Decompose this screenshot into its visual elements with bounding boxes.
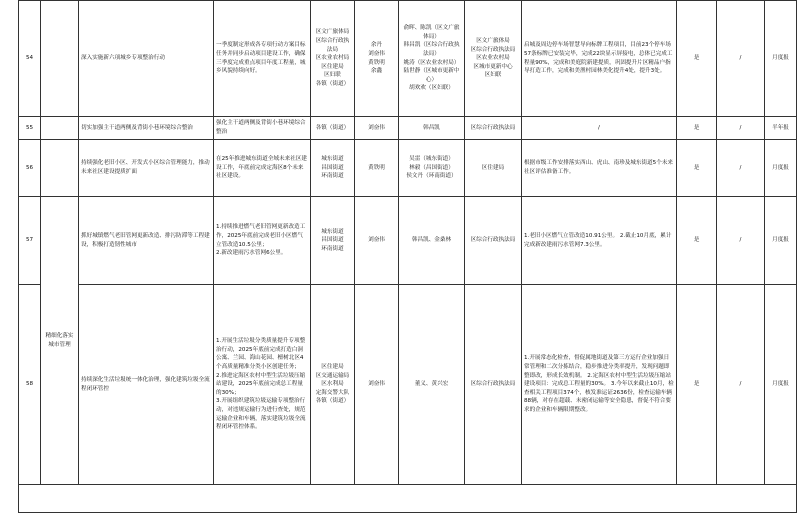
owner-cell: 韩昌凯、金桑林 — [399, 197, 465, 285]
task-cell: 持续深化生活垃圾统一体化治理，强化建筑垃圾全流程闭环管控 — [79, 285, 214, 485]
row-number: 54 — [19, 1, 41, 117]
task-table — [18, 0, 797, 513]
yes-cell: 是 — [677, 285, 717, 485]
table-row — [19, 140, 797, 197]
slash-cell: / — [717, 1, 765, 117]
leader-cell: 黄铁明 — [355, 140, 399, 197]
table-row — [19, 117, 797, 140]
table-row — [19, 197, 797, 285]
progress-cell: 根据市级工作安排落实西山、虎山、南珍及城东街道5个未来社区评估准备工作。 — [522, 140, 677, 197]
lead-dept-cell: 区住建局 — [465, 140, 522, 197]
slash-cell: / — [717, 197, 765, 285]
progress-cell: 1.开展常态化检查，督促属地街道及第三方运行企业加强日常管理和二次分拣结合，稳步推进分类率提升，发现问题即整即改，形成长效机制。 2.定海区农村中型生活垃圾压缩站建设项目：完成总工程量的30%。 3.今年以来截止10月，检查相关工程项目374个，核发准运证2636份，检查运输车辆88辆，对存在超载、未密闭运输等安全隐患，督促不符合要求的企业和车辆限期整改。 — [522, 285, 677, 485]
units-cell: 各镇（街道） — [311, 117, 355, 140]
table-row-empty — [19, 485, 797, 513]
measure-cell: 一季度制定形成各专项行动方案目标任务并同步启动项目建设工作，确保三季度完成重点项目年度工程量，城乡风貌持续向好。 — [214, 1, 311, 117]
frequency-cell: 半年报 — [765, 117, 797, 140]
owner-cell: 吴雷（城东街道） 林毅（昌国街道） 侯文丹（环南街道） — [399, 140, 465, 197]
measure-cell: 1.持续推进燃气老旧管网更新改造工作，2025年底前完成老旧小区燃气立管改造10.5公里； 2.新改建雨污水管网6公里。 — [214, 197, 311, 285]
row-number: 57 — [19, 197, 41, 285]
frequency-cell: 月度报 — [765, 140, 797, 197]
task-cell: 持续强化老旧小区、开发式小区综合管理能力，推动未来社区建设提质扩面 — [79, 140, 214, 197]
measure-cell: 在25年推进城东街道全域未来社区建设工作，年底前完成定海区8个未来社区建设。 — [214, 140, 311, 197]
task-cell: 抓好城镇燃气老旧管网更新改造、排污防滞等工程建设，积极打造韧性城市 — [79, 197, 214, 285]
frequency-cell: 月度报 — [765, 1, 797, 117]
row-number: 56 — [19, 140, 41, 197]
table-row — [19, 1, 797, 117]
slash-cell: / — [717, 285, 765, 485]
lead-dept-cell: 区综合行政执法局 — [465, 285, 522, 485]
progress-cell: 启城及周边停车场智慧导向标牌工程项目，目前23个停车场57条标牌已安装完毕，完成22块显示屏接电，总体已完成工程量90%，完成和美庭院新建提质，巩固提升片区精品户指导打造工作，完成和美渔村园林美化提升4处，提升3处。 — [522, 1, 677, 117]
row-number: 55 — [19, 117, 41, 140]
frequency-cell: 月度报 — [765, 197, 797, 285]
owner-cell: 韩昌凯 — [399, 117, 465, 140]
group-cell — [41, 1, 79, 117]
lead-dept-cell: 区文广旅体局 区综合行政执法局 区农业农村局 区城市更新中心 区妇联 — [465, 1, 522, 117]
yes-cell: 是 — [677, 140, 717, 197]
units-cell: 区住建局 区交通运输局 区水利局 定海交警大队 各镇（街道） — [311, 285, 355, 485]
leader-cell: 余丹 刘奋伟 黄铁明 余鑫 — [355, 1, 399, 117]
group-cell — [41, 117, 79, 140]
owner-cell: 董义、黄兴宏 — [399, 285, 465, 485]
table-row — [19, 285, 797, 485]
units-cell: 城东街道 昌国街道 环南街道 — [311, 197, 355, 285]
yes-cell: 是 — [677, 197, 717, 285]
lead-dept-cell: 区综合行政执法局 — [465, 197, 522, 285]
slash-cell: / — [717, 140, 765, 197]
units-cell: 城东街道 昌国街道 环南街道 — [311, 140, 355, 197]
leader-cell: 刘奋伟 — [355, 285, 399, 485]
progress-cell: 1.老旧小区燃气立管改造10.91公里。 2.截止10月底，累计完成新改建雨污水管网7.3公里。 — [522, 197, 677, 285]
row-number: 58 — [19, 285, 41, 485]
slash-cell: / — [717, 117, 765, 140]
measure-cell: 1.开展生活垃圾分类质量提升专项整治行动，2025年底前完成打造白洞公寓、兰园、海山花园、檀树北区4个高质量精准分类小区创建任务； 2.推进定海区农村中型生活垃圾压缩站建设，2025年底前完成总工程量的30%； 3.开展组织建筑垃圾运输专项整治行动，对违规运输行为进行查处，规范运输企业和车辆，落实建筑垃圾全流程闭环管控体系。 — [214, 285, 311, 485]
leader-cell: 刘奋伟 — [355, 117, 399, 140]
yes-cell: 是 — [677, 117, 717, 140]
task-cell: 深入实施新六项城乡专项整治行动 — [79, 1, 214, 117]
owner-cell: 俞晖、陈凯（区文广旅体局） 韩昌凯（区综合行政执法局） 姚涛（区农业农村局） 陆世静（区城市更新中心） 胡欢欢（区妇联） — [399, 1, 465, 117]
lead-dept-cell: 区综合行政执法局 — [465, 117, 522, 140]
frequency-cell: 月度报 — [765, 285, 797, 485]
units-cell: 区文广旅体局 区综合行政执法局 区农业农村局 区住建局 区妇联 各镇（街道） — [311, 1, 355, 117]
progress-cell: / — [522, 117, 677, 140]
task-cell: 切实加强主干道两侧及背街小巷环境综合整治 — [79, 117, 214, 140]
yes-cell: 是 — [677, 1, 717, 117]
group-cell — [41, 140, 79, 197]
group-label-cell: 精细化落实城市管理 — [41, 197, 79, 485]
leader-cell: 刘奋伟 — [355, 197, 399, 285]
empty-cell — [19, 485, 797, 513]
measure-cell: 强化主干道两侧及背街小巷环境综合整治 — [214, 117, 311, 140]
